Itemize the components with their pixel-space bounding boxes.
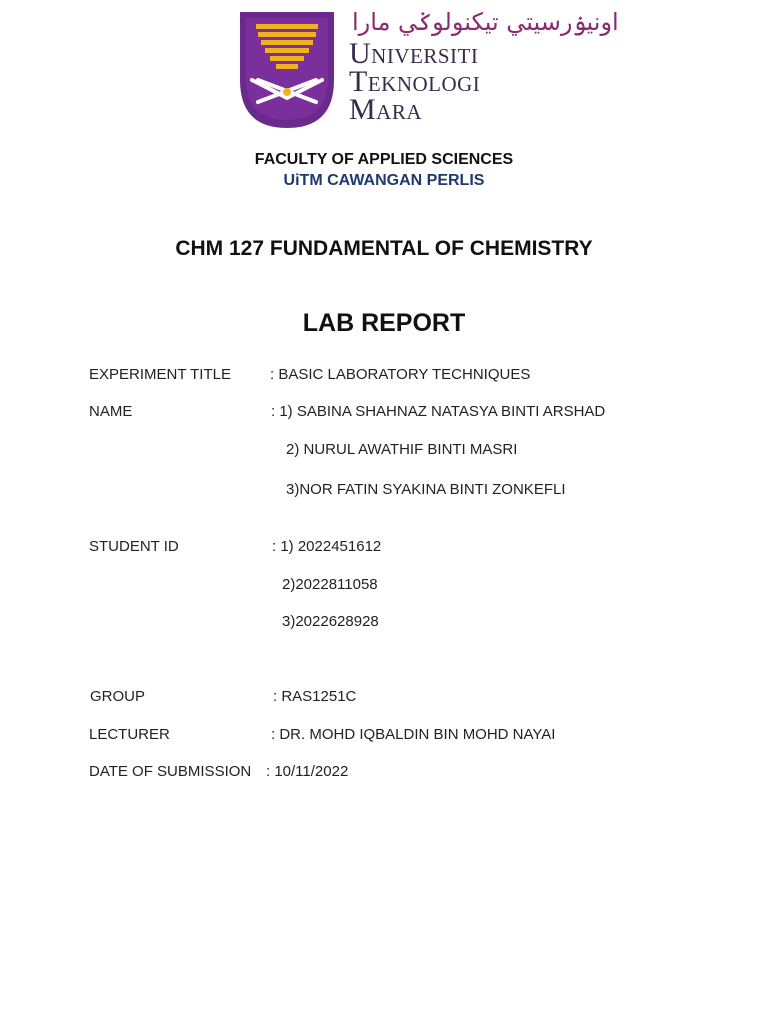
student-id-value-2: 2)2022811058 [282,576,378,593]
lecturer-value: : DR. MOHD IQBALDIN BIN MOHD NAYAI [271,726,556,743]
name-value-1: : 1) SABINA SHAHNAZ NATASYA BINTI ARSHAD [271,403,606,420]
group-label: GROUP [90,688,146,705]
campus-name: UiTM CAWANGAN PERLIS [283,172,485,189]
date-of-submission-label: DATE OF SUBMISSION [89,763,252,780]
name-value-3: 3)NOR FATIN SYAKINA BINTI ZONKEFLI [286,481,566,498]
faculty-name: FACULTY OF APPLIED SCIENCES [254,151,514,168]
university-name-jawi: اونيۏرسيتي تيكنولوݢي مارا [352,8,619,36]
university-name-line-1: Universiti [349,37,479,70]
student-id-value-1: : 1) 2022451612 [272,538,382,555]
university-logo [238,8,619,132]
course-title: CHM 127 FUNDAMENTAL OF CHEMISTRY [175,237,593,260]
student-id-value-3: 3)2022628928 [282,613,379,630]
lecturer-label: LECTURER [89,726,170,743]
experiment-title-value: : BASIC LABORATORY TECHNIQUES [270,366,531,383]
university-name-line-2: Teknologi [349,65,481,98]
group-value: : RAS1251C [273,688,357,705]
name-label: NAME [89,403,133,420]
name-value-2: 2) NURUL AWATHIF BINTI MASRI [286,441,518,458]
date-of-submission-value: : 10/11/2022 [266,763,349,780]
uitm-shield-icon [238,10,336,130]
experiment-title-label: EXPERIMENT TITLE [89,366,231,383]
student-id-label: STUDENT ID [89,538,179,555]
university-name-line-3: Mara [349,93,423,126]
report-title: LAB REPORT [302,309,466,337]
university-name [349,37,481,126]
